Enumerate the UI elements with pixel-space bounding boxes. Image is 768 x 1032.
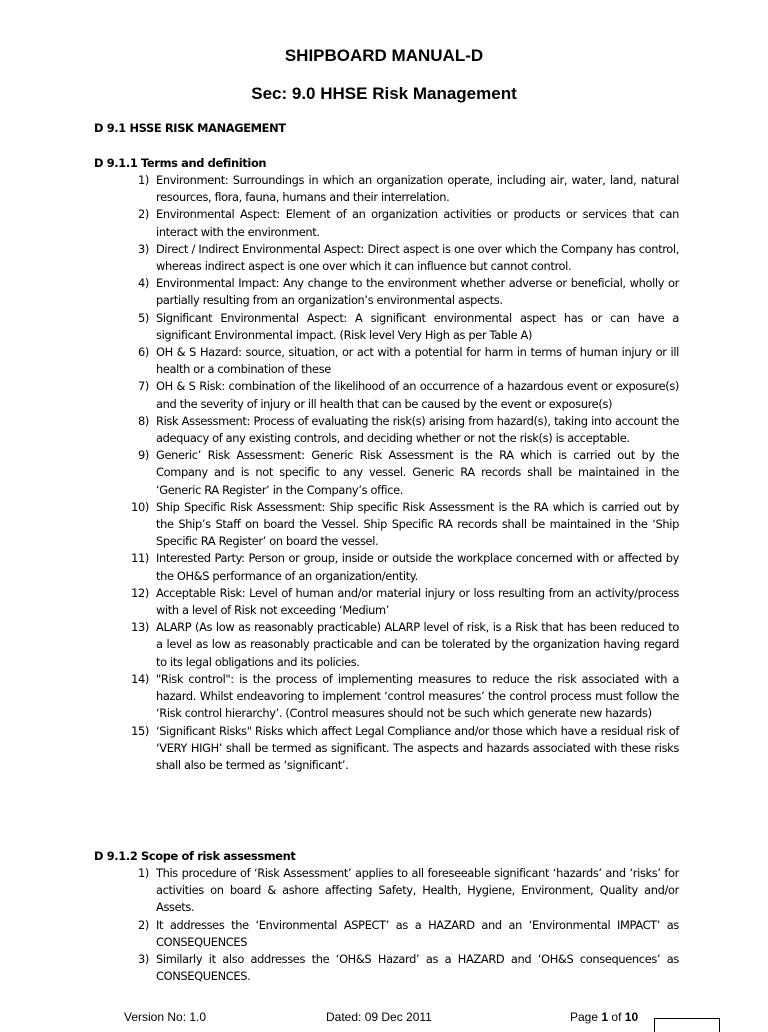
- terms-heading: D 9.1.1 Terms and definition: [94, 156, 267, 170]
- item-text: Ship Specific Risk Assessment: Ship specific Risk Assessment is the RA which is carried out by the Ship’s Staff on board the Vessel. Ship Specific RA records shall be maintained in the ‘Ship Specific RA Register’ on board the vessel.: [156, 499, 679, 549]
- item-text: Significant Environmental Aspect: A significant environmental aspect has or can have a significant Environmental impact. (Risk level Very High as per Table A): [156, 310, 679, 342]
- term-definition-item: [94, 206, 679, 240]
- scope-heading: D 9.1.2 Scope of risk assessment: [94, 849, 296, 863]
- scope-item: [94, 917, 679, 951]
- page-footer: [0, 1008, 768, 1024]
- item-number: 3): [138, 952, 149, 967]
- document-title: SHIPBOARD MANUAL-D: [284, 46, 484, 65]
- term-definition-item: [94, 310, 679, 344]
- item-text: Acceptable Risk: Level of human and/or material injury or loss resulting from an activity/process with a level of Risk not exceeding ‘Medium’: [156, 585, 679, 618]
- section-heading: D 9.1 HSSE RISK MANAGEMENT: [94, 121, 286, 135]
- item-number: 2): [138, 917, 149, 932]
- item-number: 4): [138, 276, 149, 291]
- term-definition-item: [94, 619, 679, 671]
- item-number: 7): [138, 379, 149, 394]
- item-text: Similarly it also addresses the ‘OH&S Hazard’ as a HAZARD and ‘OH&S consequences’ as CONSEQUENCES.: [156, 952, 679, 984]
- page-label: Page: [570, 1010, 599, 1024]
- item-number: 9): [138, 448, 149, 463]
- item-number: 2): [138, 207, 149, 222]
- item-number: 12): [131, 585, 149, 600]
- item-number: 15): [131, 723, 149, 738]
- item-number: 3): [138, 241, 149, 256]
- item-number: 8): [138, 413, 149, 428]
- term-definition-item: [94, 499, 679, 551]
- item-number: 1): [138, 173, 149, 187]
- term-definition-item: [94, 671, 679, 723]
- item-number: 14): [131, 671, 149, 686]
- item-text: It addresses the ‘Environmental ASPECT’ as a HAZARD and an ‘Environmental IMPACT’ as CONSEQUENCES: [156, 917, 679, 949]
- scope-item: [94, 951, 679, 985]
- item-text: This procedure of ‘Risk Assessment’ applies to all foreseeable significant ‘hazards’ and ‘risks’ for activities on board & ashore affecting Safety, Health, Hygiene, Environment, Quality and/or Assets.: [156, 866, 679, 915]
- term-definition-item: [94, 550, 679, 584]
- item-text: Generic’ Risk Assessment: Generic Risk Assessment is the RA which is carried out by the Company and is not specific to any vessel. Generic RA records shall be maintained in the ‘Generic RA Register’ in the Company’s office.: [156, 448, 679, 497]
- term-definition-item: [94, 378, 679, 412]
- term-definition-item: [94, 344, 679, 378]
- item-text: OH & S Hazard: source, situation, or act with a potential for harm in terms of human injury or ill health or a combination of these: [156, 345, 679, 377]
- item-text: Environmental Impact: Any change to the environment whether adverse or beneficial, wholly or partially resulting from an organization’s environmental aspects.: [156, 276, 679, 308]
- item-text: Environmental Aspect: Element of an organization activities or products or services that can interact with the environment.: [156, 207, 679, 239]
- item-text: "Risk control": is the process of implementing measures to reduce the risk associated with a hazard. Whilst endeavoring to implement ‘control measures’ the control process must follow the ‘Risk control hierarchy’. (Control measures should not be such which generate new hazards): [156, 671, 679, 721]
- item-number: 6): [138, 345, 149, 360]
- item-number: 10): [131, 499, 149, 514]
- version-number: Version No: 1.0: [124, 1010, 207, 1024]
- scope-item: [94, 865, 679, 917]
- term-definition-item: [94, 447, 679, 499]
- item-number: 5): [138, 310, 149, 325]
- page-indicator: [570, 1010, 638, 1024]
- footer-box: [654, 1018, 720, 1032]
- term-definition-item: [94, 585, 679, 619]
- term-definition-item: [94, 723, 679, 775]
- scope-list: [94, 865, 679, 985]
- item-text: Risk Assessment: Process of evaluating the risk(s) arising from hazard(s), taking into account the adequacy of any existing controls, and deciding whether or not the risk(s) is acceptable.: [156, 413, 679, 446]
- terms-list: [94, 172, 679, 774]
- document-subtitle: Sec: 9.0 HHSE Risk Management: [251, 84, 517, 103]
- item-text: ‘Significant Risks" Risks which affect Legal Compliance and/or those which have a residual risk of ‘VERY HIGH’ shall be termed as significant. The aspects and hazards associated with these risks shall also be termed as ‘significant’.: [156, 723, 679, 772]
- item-number: 1): [138, 866, 149, 880]
- term-definition-item: [94, 172, 679, 206]
- document-date: Dated: 09 Dec 2011: [326, 1010, 432, 1024]
- page-current: 1: [601, 1010, 609, 1024]
- item-text: ALARP (As low as reasonably practicable) ALARP level of risk, is a Risk that has been reduced to a level as low as reasonably practicable and can be tolerated by the organization having regard to its legal obligations and its policies.: [156, 620, 679, 669]
- term-definition-item: [94, 413, 679, 447]
- term-definition-item: [94, 241, 679, 275]
- item-text: Interested Party: Person or group, inside or outside the workplace concerned with or affected by the OH&S performance of an organization/entity.: [156, 551, 679, 583]
- item-text: Direct / Indirect Environmental Aspect: Direct aspect is one over which the Company has control, whereas indirect aspect is one over which it can influence but cannot control.: [156, 241, 679, 274]
- term-definition-item: [94, 275, 679, 309]
- item-text: Environment: Surroundings in which an organization operate, including air, water, land, natural resources, flora, fauna, humans and their interrelation.: [156, 173, 679, 205]
- item-text: OH & S Risk: combination of the likelihood of an occurrence of a hazardous event or exposure(s) and the severity of injury or ill health that can be caused by the event or exposure(s): [156, 379, 679, 411]
- page-total: 10: [624, 1010, 639, 1024]
- item-number: 13): [131, 620, 149, 635]
- page-of-label: of: [611, 1010, 622, 1024]
- item-number: 11): [131, 551, 149, 566]
